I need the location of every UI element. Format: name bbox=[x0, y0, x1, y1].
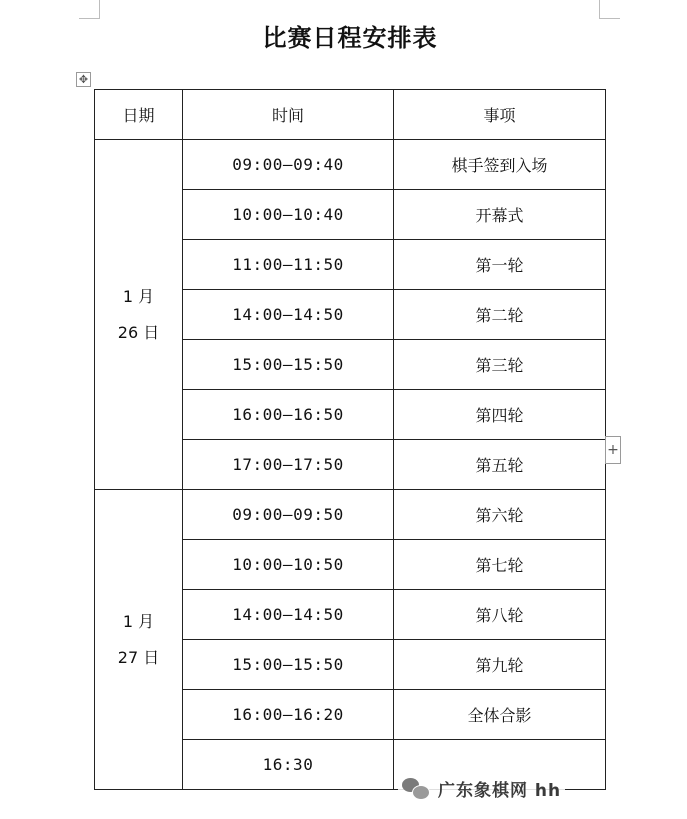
time-cell[interactable]: 14:00—14:50 bbox=[183, 290, 394, 340]
time-cell[interactable]: 17:00—17:50 bbox=[183, 440, 394, 490]
header-item[interactable]: 事项 bbox=[394, 90, 606, 140]
item-cell[interactable]: 棋手签到入场 bbox=[394, 140, 606, 190]
header-date[interactable]: 日期 bbox=[95, 90, 183, 140]
time-cell[interactable]: 15:00—15:50 bbox=[183, 340, 394, 390]
time-cell[interactable]: 09:00—09:40 bbox=[183, 140, 394, 190]
time-cell[interactable]: 15:00—15:50 bbox=[183, 640, 394, 690]
item-cell[interactable]: 第五轮 bbox=[394, 440, 606, 490]
add-row-icon[interactable]: + bbox=[605, 436, 621, 464]
page-corner-mark-top-left bbox=[79, 0, 100, 19]
time-cell[interactable]: 16:00—16:20 bbox=[183, 690, 394, 740]
date-month: 1 月 bbox=[122, 611, 155, 631]
table-header-row bbox=[95, 90, 606, 140]
item-cell[interactable]: 第一轮 bbox=[394, 240, 606, 290]
date-cell-day-1[interactable] bbox=[95, 140, 183, 490]
date-day: 27 日 bbox=[117, 647, 160, 667]
time-cell[interactable]: 10:00—10:50 bbox=[183, 540, 394, 590]
time-cell[interactable]: 16:00—16:50 bbox=[183, 390, 394, 440]
item-cell[interactable]: 第八轮 bbox=[394, 590, 606, 640]
item-cell[interactable]: 开幕式 bbox=[394, 190, 606, 240]
item-cell[interactable]: 全体合影 bbox=[394, 690, 606, 740]
table-row bbox=[95, 140, 606, 190]
time-cell[interactable]: 09:00—09:50 bbox=[183, 490, 394, 540]
watermark-text: 广东象棋网 hh bbox=[438, 780, 562, 801]
document-title: 比赛日程安排表 bbox=[262, 23, 438, 52]
date-cell-day-2[interactable] bbox=[95, 490, 183, 790]
header-time[interactable]: 时间 bbox=[183, 90, 394, 140]
item-cell[interactable]: 第七轮 bbox=[394, 540, 606, 590]
time-cell[interactable]: 16:30 bbox=[183, 740, 394, 790]
item-cell[interactable]: 第二轮 bbox=[394, 290, 606, 340]
schedule-table bbox=[94, 89, 606, 790]
watermark bbox=[398, 772, 565, 804]
time-cell[interactable]: 14:00—14:50 bbox=[183, 590, 394, 640]
page-corner-mark-top-right bbox=[599, 0, 620, 19]
item-cell[interactable]: 第六轮 bbox=[394, 490, 606, 540]
item-cell[interactable]: 第四轮 bbox=[394, 390, 606, 440]
table-move-handle-icon[interactable]: ✥ bbox=[76, 72, 91, 87]
date-month: 1 月 bbox=[122, 286, 155, 306]
time-cell[interactable]: 11:00—11:50 bbox=[183, 240, 394, 290]
item-cell[interactable]: 第九轮 bbox=[394, 640, 606, 690]
table-row bbox=[95, 490, 606, 540]
item-cell[interactable]: 第三轮 bbox=[394, 340, 606, 390]
date-day: 26 日 bbox=[117, 322, 160, 342]
wechat-icon bbox=[402, 776, 430, 800]
time-cell[interactable]: 10:00—10:40 bbox=[183, 190, 394, 240]
